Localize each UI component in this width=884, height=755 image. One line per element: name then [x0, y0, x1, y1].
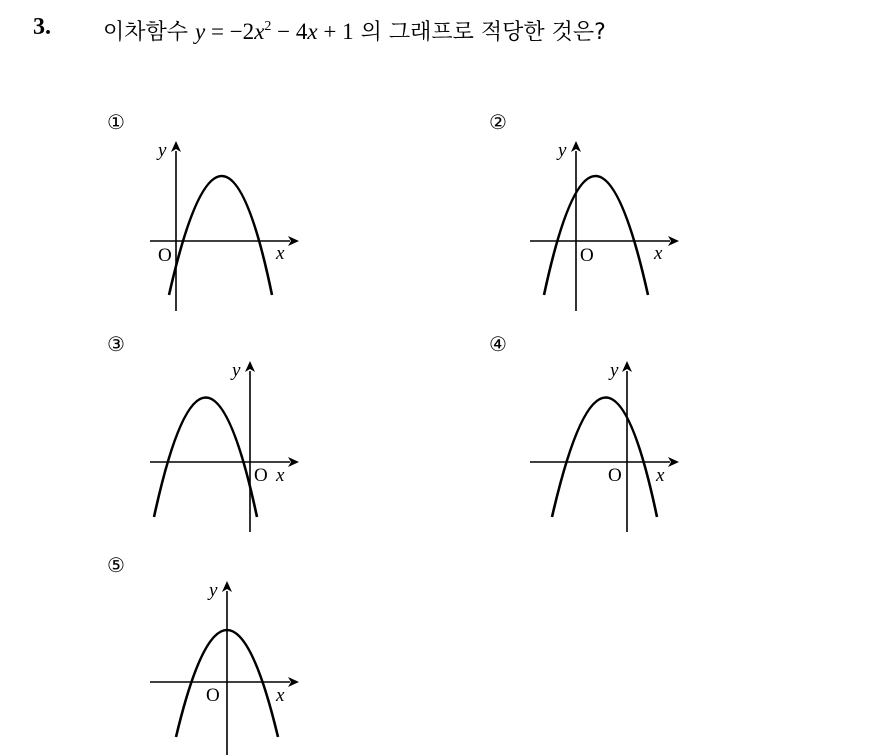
eq-x1: x	[254, 19, 265, 44]
origin-label: O	[158, 245, 172, 266]
origin-label: O	[608, 465, 622, 486]
choice-5-label[interactable]: ⑤	[107, 553, 125, 577]
question-number: 3.	[33, 14, 51, 40]
y-axis-arrow-icon	[245, 361, 255, 372]
choice-4-graph[interactable]	[520, 355, 690, 535]
eq-x2: x	[307, 19, 318, 44]
choice-4-label[interactable]: ④	[489, 332, 507, 356]
x-axis-label: x	[656, 465, 665, 486]
x-axis-label: x	[276, 685, 285, 706]
question-suffix: 의 그래프로 적당한 것은?	[360, 20, 606, 45]
choice-3-label[interactable]: ③	[107, 332, 125, 356]
parabola-curve	[169, 176, 272, 295]
parabola-curve	[552, 398, 657, 518]
y-axis-arrow-icon	[571, 141, 581, 152]
y-axis-label: y	[209, 580, 218, 601]
y-axis-arrow-icon	[171, 141, 181, 152]
y-axis-arrow-icon	[622, 361, 632, 372]
choice-1-label[interactable]: ①	[107, 110, 125, 134]
question-text	[103, 15, 606, 46]
choice-2-label[interactable]: ②	[489, 110, 507, 134]
equation	[195, 19, 354, 44]
origin-label: O	[580, 245, 594, 266]
choice-5-graph[interactable]	[140, 575, 310, 755]
y-axis-label: y	[610, 360, 619, 381]
eq-y: y	[195, 19, 206, 44]
question-prefix: 이차함수	[103, 20, 189, 45]
origin-label: O	[206, 685, 220, 706]
y-axis-arrow-icon	[222, 581, 232, 592]
eq-minus: − 4	[271, 19, 308, 44]
eq-exponent: 2	[264, 19, 272, 34]
x-axis-label: x	[276, 243, 285, 264]
choice-3-graph[interactable]	[140, 355, 310, 535]
y-axis-label: y	[558, 140, 567, 161]
eq-plus: + 1	[317, 19, 354, 44]
choice-1-graph[interactable]	[140, 135, 310, 315]
parabola-curve	[154, 398, 257, 518]
y-axis-label: y	[232, 360, 241, 381]
parabola-curve	[544, 176, 648, 295]
x-axis-label: x	[654, 243, 663, 264]
y-axis-label: y	[158, 140, 167, 161]
origin-label: O	[254, 465, 268, 486]
choice-2-graph[interactable]	[520, 135, 690, 315]
eq-equals: = −2	[205, 19, 255, 44]
x-axis-label: x	[276, 465, 285, 486]
